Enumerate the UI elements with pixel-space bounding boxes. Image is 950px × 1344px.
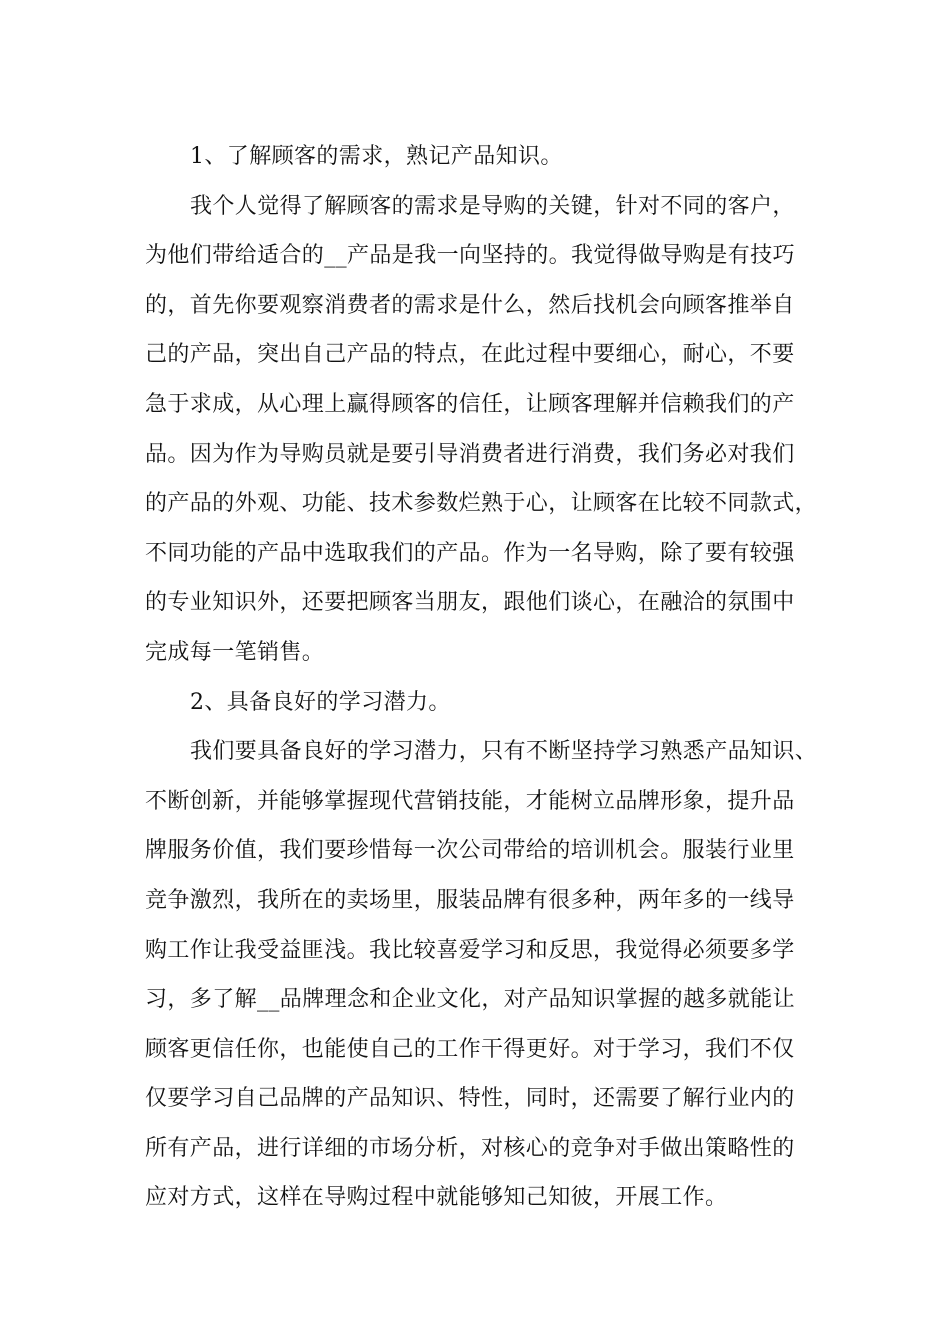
paragraph-line: 不断创新，并能够掌握现代营销技能，才能树立品牌形象，提升品 [145, 788, 795, 814]
paragraph-line: 完成每一笔销售。 [145, 639, 325, 665]
paragraph-line: 竞争激烈，我所在的卖场里，服装品牌有很多种，两年多的一线导 [145, 887, 795, 913]
heading-1: 1、了解顾客的需求，熟记产品知识。 [190, 144, 563, 169]
document-body [145, 132, 845, 1223]
paragraph-line: 应对方式，这样在导购过程中就能够知己知彼，开展工作。 [145, 1185, 728, 1211]
paragraph-line: 为他们带给适合的__产品是我一向坚持的。我觉得做导购是有技巧 [145, 243, 796, 269]
paragraph-line: 习，多了解__品牌理念和企业文化，对产品知识掌握的越多就能让 [145, 987, 796, 1013]
paragraph-line: 己的产品，突出自己产品的特点，在此过程中要细心，耐心，不要 [145, 342, 795, 368]
paragraph-line: 顾客更信任你，也能使自己的工作干得更好。对于学习，我们不仅 [145, 1036, 795, 1062]
heading-2: 2、具备良好的学习潜力。 [190, 689, 451, 715]
paragraph-line: 我个人觉得了解顾客的需求是导购的关键，针对不同的客户， [190, 193, 795, 219]
paragraph-line: 仅要学习自己品牌的产品知识、特性，同时，还需要了解行业内的 [145, 1086, 795, 1112]
paragraph-line: 急于求成，从心理上赢得顾客的信任，让顾客理解并信赖我们的产 [145, 391, 795, 417]
paragraph-line: 所有产品，进行详细的市场分析，对核心的竞争对手做出策略性的 [145, 1135, 795, 1161]
paragraph-line: 的产品的外观、功能、技术参数烂熟于心，让顾客在比较不同款式， [145, 491, 818, 517]
paragraph-line: 不同功能的产品中选取我们的产品。作为一名导购，除了要有较强 [145, 540, 795, 566]
paragraph-line: 购工作让我受益匪浅。我比较喜爱学习和反思，我觉得必须要多学 [145, 937, 795, 963]
paragraph-line: 品。因为作为导购员就是要引导消费者进行消费，我们务必对我们 [145, 441, 795, 467]
paragraph-line: 的专业知识外，还要把顾客当朋友，跟他们谈心，在融洽的氛围中 [145, 590, 795, 616]
paragraph-line: 牌服务价值，我们要珍惜每一次公司带给的培训机会。服装行业里 [145, 838, 795, 864]
paragraph-line: 的，首先你要观察消费者的需求是什么，然后找机会向顾客推举自 [145, 292, 795, 318]
paragraph-line: 我们要具备良好的学习潜力，只有不断坚持学习熟悉产品知识、 [190, 739, 818, 765]
